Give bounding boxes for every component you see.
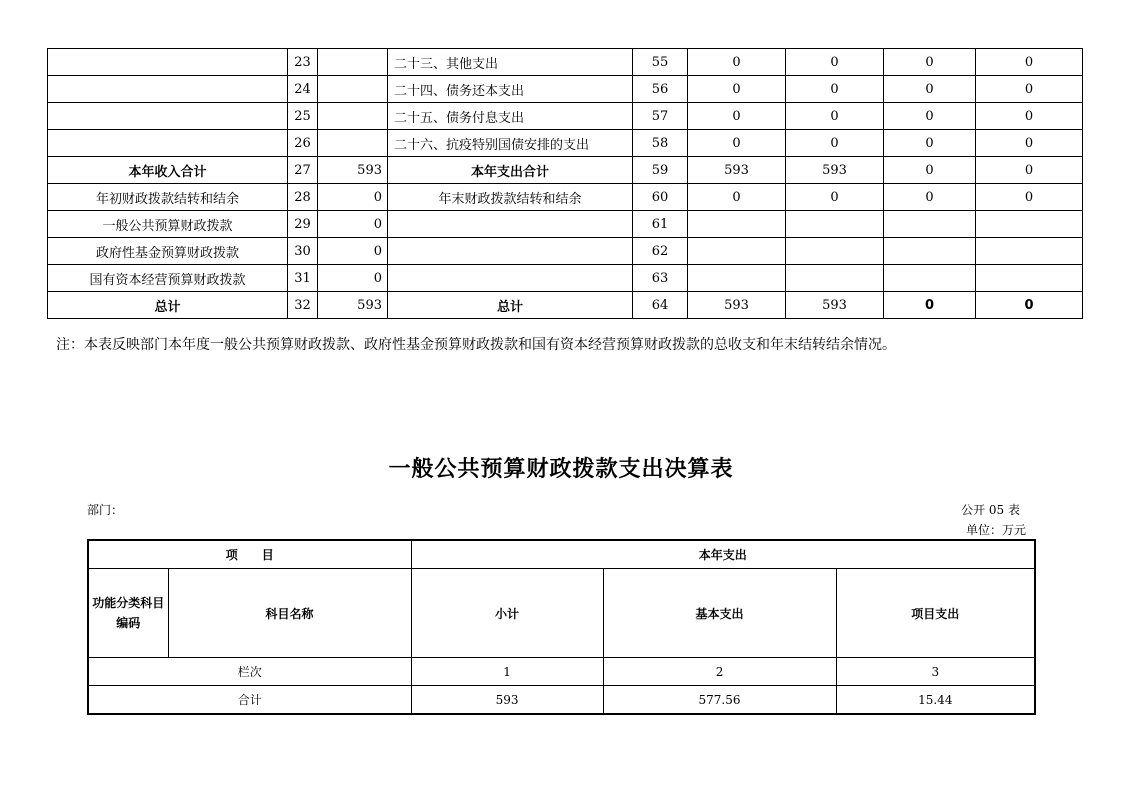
right-label bbox=[388, 211, 633, 238]
right-row-number: 64 bbox=[633, 292, 688, 319]
left-row-number: 29 bbox=[288, 211, 318, 238]
column-index-1: 1 bbox=[411, 658, 603, 686]
left-amount bbox=[318, 130, 388, 157]
amount-col-2: 0 bbox=[786, 49, 884, 76]
left-amount: 0 bbox=[318, 238, 388, 265]
amount-col-3: 0 bbox=[884, 292, 976, 319]
amount-col-4: 0 bbox=[976, 76, 1083, 103]
amount-col-3: 0 bbox=[884, 157, 976, 184]
unit-label: 单位：万元 bbox=[965, 523, 1026, 537]
header-item: 项 目 bbox=[88, 540, 411, 569]
column-index-label: 栏次 bbox=[88, 658, 411, 686]
amount-col-3 bbox=[884, 265, 976, 292]
left-amount: 0 bbox=[318, 211, 388, 238]
left-label bbox=[48, 103, 288, 130]
table-row bbox=[48, 49, 1083, 76]
header-current-year-spending: 本年支出 bbox=[411, 540, 1035, 569]
right-label: 总计 bbox=[388, 292, 633, 319]
amount-col-3: 0 bbox=[884, 130, 976, 157]
left-row-number: 24 bbox=[288, 76, 318, 103]
right-row-number: 57 bbox=[633, 103, 688, 130]
left-row-number: 28 bbox=[288, 184, 318, 211]
right-label: 二十五、债务付息支出 bbox=[388, 103, 633, 130]
table-row bbox=[48, 265, 1083, 292]
table-row bbox=[88, 658, 1035, 686]
table-note: 注：本表反映部门本年度一般公共预算财政拨款、政府性基金预算财政拨款和国有资本经营预算财政拨款的总收支和年末结转结余情况。 bbox=[56, 337, 896, 353]
amount-col-2: 593 bbox=[786, 157, 884, 184]
right-row-number: 56 bbox=[633, 76, 688, 103]
header-function-code: 功能分类科目编码 bbox=[88, 569, 168, 658]
right-row-number: 61 bbox=[633, 211, 688, 238]
right-label bbox=[388, 238, 633, 265]
left-label: 国有资本经营预算财政拨款 bbox=[48, 265, 288, 292]
table-row bbox=[88, 686, 1035, 715]
right-row-number: 59 bbox=[633, 157, 688, 184]
amount-col-1: 0 bbox=[688, 130, 786, 157]
right-row-number: 62 bbox=[633, 238, 688, 265]
left-label bbox=[48, 130, 288, 157]
right-label: 年末财政拨款结转和结余 bbox=[388, 184, 633, 211]
right-label: 二十六、抗疫特别国债安排的支出 bbox=[388, 130, 633, 157]
amount-col-2: 593 bbox=[786, 292, 884, 319]
right-label: 本年支出合计 bbox=[388, 157, 633, 184]
header-project-spending: 项目支出 bbox=[836, 569, 1035, 658]
amount-col-2: 0 bbox=[786, 76, 884, 103]
amount-col-3 bbox=[884, 238, 976, 265]
table-row bbox=[48, 76, 1083, 103]
left-amount: 0 bbox=[318, 265, 388, 292]
amount-col-1 bbox=[688, 238, 786, 265]
amount-col-2: 0 bbox=[786, 184, 884, 211]
amount-col-4: 0 bbox=[976, 130, 1083, 157]
amount-col-1: 593 bbox=[688, 157, 786, 184]
left-label bbox=[48, 76, 288, 103]
table-row bbox=[48, 238, 1083, 265]
amount-col-1: 0 bbox=[688, 103, 786, 130]
table-row bbox=[48, 211, 1083, 238]
amount-col-4: 0 bbox=[976, 49, 1083, 76]
amount-col-1: 593 bbox=[688, 292, 786, 319]
left-amount bbox=[318, 103, 388, 130]
amount-col-3: 0 bbox=[884, 76, 976, 103]
amount-col-1: 0 bbox=[688, 184, 786, 211]
amount-col-2 bbox=[786, 238, 884, 265]
right-row-number: 60 bbox=[633, 184, 688, 211]
expenditure-table bbox=[87, 539, 1036, 715]
column-index-3: 3 bbox=[836, 658, 1035, 686]
form-number: 公开 05 表 bbox=[961, 503, 1020, 517]
left-label: 年初财政拨款结转和结余 bbox=[48, 184, 288, 211]
table-row bbox=[48, 184, 1083, 211]
amount-col-2: 0 bbox=[786, 130, 884, 157]
left-amount: 0 bbox=[318, 184, 388, 211]
left-row-number: 26 bbox=[288, 130, 318, 157]
amount-col-4: 0 bbox=[976, 184, 1083, 211]
total-label: 合计 bbox=[88, 686, 411, 715]
left-amount: 593 bbox=[318, 292, 388, 319]
left-label: 一般公共预算财政拨款 bbox=[48, 211, 288, 238]
header-subject-name: 科目名称 bbox=[168, 569, 411, 658]
table-header-row bbox=[88, 540, 1035, 569]
left-row-number: 25 bbox=[288, 103, 318, 130]
right-label bbox=[388, 265, 633, 292]
header-basic-spending: 基本支出 bbox=[603, 569, 836, 658]
amount-col-1: 0 bbox=[688, 76, 786, 103]
amount-col-2: 0 bbox=[786, 103, 884, 130]
right-label: 二十三、其他支出 bbox=[388, 49, 633, 76]
table-row bbox=[48, 103, 1083, 130]
amount-col-2 bbox=[786, 211, 884, 238]
left-row-number: 23 bbox=[288, 49, 318, 76]
left-row-number: 27 bbox=[288, 157, 318, 184]
amount-col-4 bbox=[976, 211, 1083, 238]
left-label: 总计 bbox=[48, 292, 288, 319]
left-label: 本年收入合计 bbox=[48, 157, 288, 184]
left-row-number: 32 bbox=[288, 292, 318, 319]
amount-col-3: 0 bbox=[884, 103, 976, 130]
column-index-2: 2 bbox=[603, 658, 836, 686]
table-row bbox=[48, 292, 1083, 319]
left-amount bbox=[318, 76, 388, 103]
table-row bbox=[48, 157, 1083, 184]
right-row-number: 55 bbox=[633, 49, 688, 76]
header-subtotal: 小计 bbox=[411, 569, 603, 658]
amount-col-4 bbox=[976, 265, 1083, 292]
amount-col-2 bbox=[786, 265, 884, 292]
amount-col-4: 0 bbox=[976, 292, 1083, 319]
amount-col-1: 0 bbox=[688, 49, 786, 76]
amount-col-3: 0 bbox=[884, 49, 976, 76]
page-title: 一般公共预算财政拨款支出决算表 bbox=[388, 456, 734, 482]
amount-col-3: 0 bbox=[884, 184, 976, 211]
amount-col-4 bbox=[976, 238, 1083, 265]
amount-col-1 bbox=[688, 211, 786, 238]
left-row-number: 30 bbox=[288, 238, 318, 265]
total-project: 15.44 bbox=[836, 686, 1035, 715]
department-label: 部门： bbox=[87, 503, 124, 517]
left-amount: 593 bbox=[318, 157, 388, 184]
table-row bbox=[48, 130, 1083, 157]
left-label: 政府性基金预算财政拨款 bbox=[48, 238, 288, 265]
total-subtotal: 593 bbox=[411, 686, 603, 715]
left-row-number: 31 bbox=[288, 265, 318, 292]
total-basic: 577.56 bbox=[603, 686, 836, 715]
right-label: 二十四、债务还本支出 bbox=[388, 76, 633, 103]
amount-col-3 bbox=[884, 211, 976, 238]
left-label bbox=[48, 49, 288, 76]
amount-col-4: 0 bbox=[976, 103, 1083, 130]
right-row-number: 58 bbox=[633, 130, 688, 157]
left-amount bbox=[318, 49, 388, 76]
fund-summary-table bbox=[47, 48, 1083, 319]
amount-col-4: 0 bbox=[976, 157, 1083, 184]
right-row-number: 63 bbox=[633, 265, 688, 292]
table-subheader-row bbox=[88, 569, 1035, 658]
amount-col-1 bbox=[688, 265, 786, 292]
